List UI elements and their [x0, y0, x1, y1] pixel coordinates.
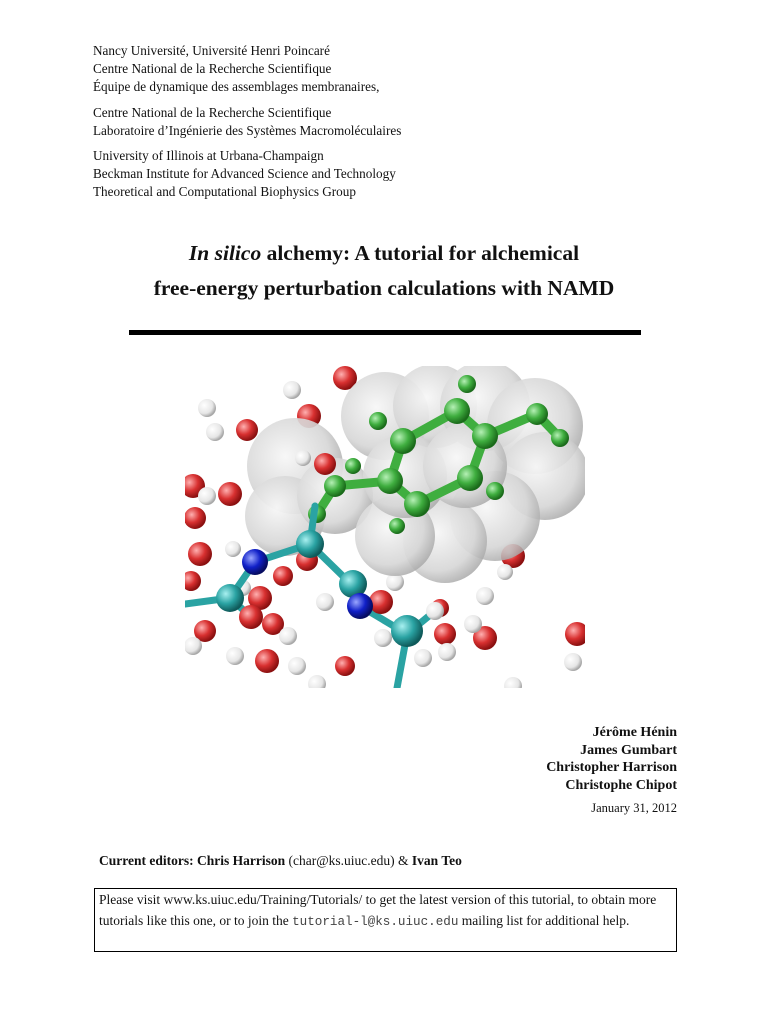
author-list: [546, 724, 677, 794]
publication-date: January 31, 2012: [591, 801, 677, 815]
editor-name: Chris Harrison: [196, 853, 286, 868]
author-name: James Gumbart: [580, 742, 677, 758]
notice-text-before: Please visit www.ks.uiuc.edu/Training/Tutorials/ to get the latest version of this tutorial, to obtain more tutorials like this one, or to join the: [99, 892, 657, 928]
document-title: [0, 236, 768, 306]
affiliation-line: Centre National de la Recherche Scientifique: [93, 105, 332, 120]
title-line-1: [0, 236, 768, 271]
affiliation-line: Beckman Institute for Advanced Science and Technology: [93, 166, 396, 181]
affiliation-block-1: [93, 42, 379, 96]
editors-label: Current editors:: [99, 853, 194, 868]
title-line-1-rest: alchemy: A tutorial for alchemical: [261, 241, 580, 265]
mailing-list-address[interactable]: tutorial-l@ks.uiuc.edu: [292, 915, 459, 929]
affiliation-line: Nancy Université, Université Henri Poincaré: [93, 43, 330, 58]
author-name: Christophe Chipot: [565, 777, 677, 793]
editor-email[interactable]: (char@ks.uiuc.edu): [288, 853, 395, 868]
title-italic: In silico: [188, 241, 262, 265]
title-rule: [129, 330, 641, 335]
affiliation-line: Theoretical and Computational Biophysics Group: [93, 184, 356, 199]
affiliation-line: Laboratoire d’Ingénierie des Systèmes Macromoléculaires: [93, 123, 402, 138]
affiliation-line: University of Illinois at Urbana-Champaign: [93, 148, 324, 163]
author-name: Christopher Harrison: [546, 760, 677, 776]
editor-name: Ivan Teo: [411, 853, 462, 868]
affiliation-line: Équipe de dynamique des assemblages membranaires,: [93, 79, 380, 94]
author-name: Jérôme Hénin: [592, 725, 677, 740]
current-editors: [99, 853, 462, 869]
notice-text-after: mailing list for additional help.: [461, 913, 630, 928]
notice-box: [94, 888, 677, 952]
molecule-figure: [185, 366, 585, 688]
affiliation-block-3: [93, 147, 396, 201]
editors-ampersand: &: [398, 853, 409, 868]
affiliation-line: Centre National de la Recherche Scientifique: [93, 61, 332, 76]
molecule-render-icon: [185, 366, 585, 688]
title-line-2: free-energy perturbation calculations with NAMD: [153, 276, 615, 300]
affiliation-block-2: [93, 104, 401, 140]
